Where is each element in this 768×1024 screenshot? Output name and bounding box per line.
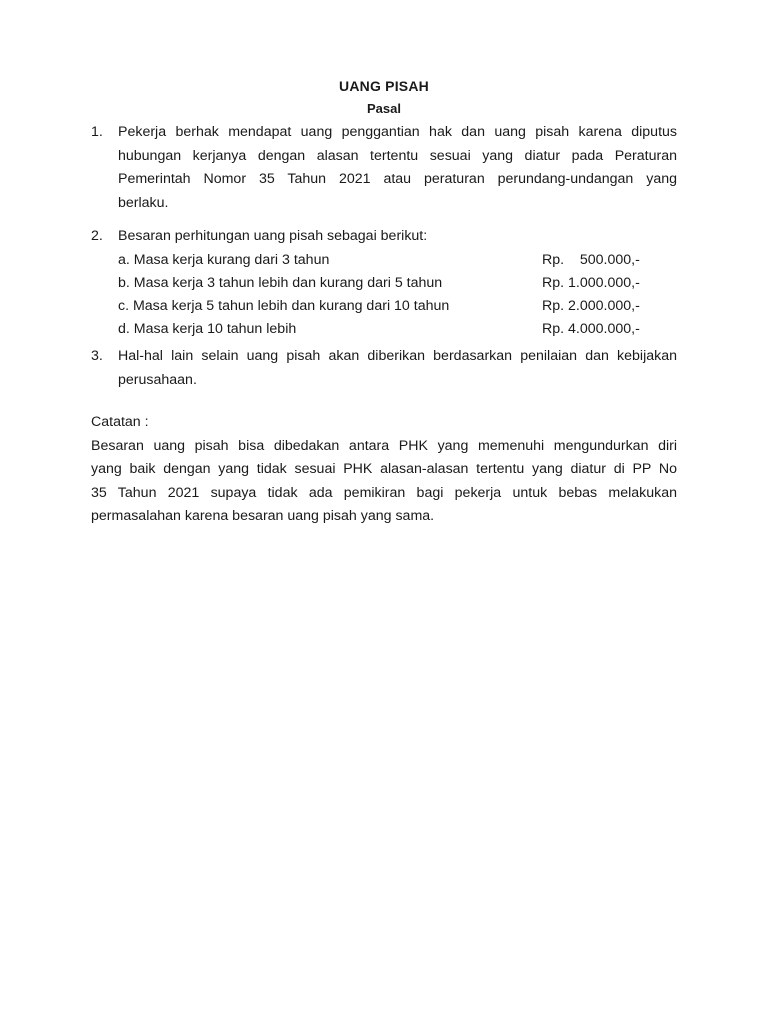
text-line: perusahaan. [118,371,197,388]
payment-row-label: d. Masa kerja 10 tahun lebih [118,321,297,338]
list-item-text [118,225,677,341]
payment-row-label: c. Masa kerja 5 tahun lebih dan kurang dari 10 tahun [118,297,450,314]
list-item-text [118,121,677,215]
payment-row-amount: Rp. 1.000.000,- [542,274,640,291]
payment-row-amount: Rp. 2.000.000,- [542,297,640,314]
payment-row [118,249,677,272]
text-line: berlaku. [118,194,169,211]
list-item-2 [91,225,677,341]
note-section [91,411,677,529]
text-line: Pekerja berhak mendapat uang penggantian hak dan uang pisah karena diputus [118,124,677,140]
list-item-1 [91,121,677,215]
list-item-lead: Besaran perhitungan uang pisah sebagai berikut: [118,228,428,244]
note-line: permasalahan karena besaran uang pisah yang sama. [91,508,435,524]
note-line: yang baik dengan yang tidak sesuai PHK alasan-alasan tertentu yang diatur di PP No [91,461,677,477]
payment-row [118,272,677,295]
document-title: UANG PISAH [339,78,429,94]
text-line: Hal-hal lain selain uang pisah akan diberikan berdasarkan penilaian dan kebijakan [118,348,677,364]
list-item-3 [91,345,677,392]
document-subtitle: Pasal [367,101,401,116]
payment-row-amount: Rp. 4.000.000,- [542,321,640,338]
list-item-number: 3. [91,348,103,364]
payment-row-label: b. Masa kerja 3 tahun lebih dan kurang dari 5 tahun [118,274,443,291]
text-line: Pemerintah Nomor 35 Tahun 2021 atau peraturan perundang-undangan yang [118,171,677,187]
list-item-number: 2. [91,228,103,244]
payment-row-amount: Rp. 500.000,- [542,251,640,268]
payment-row-label: a. Masa kerja kurang dari 3 tahun [118,251,330,268]
note-line: Besaran uang pisah bisa dibedakan antara PHK yang memenuhi mengundurkan diri [91,437,677,454]
note-heading: Catatan : [91,414,149,430]
note-line: 35 Tahun 2021 supaya tidak ada pemikiran bagi pekerja untuk bebas melakukan [91,484,677,501]
payment-row [118,318,677,341]
list-item-number: 1. [91,124,103,140]
text-line: hubungan kerjanya dengan alasan tertentu sesuai yang diatur pada Peraturan [118,147,677,164]
payment-row [118,295,677,318]
list-item-text [118,345,677,392]
